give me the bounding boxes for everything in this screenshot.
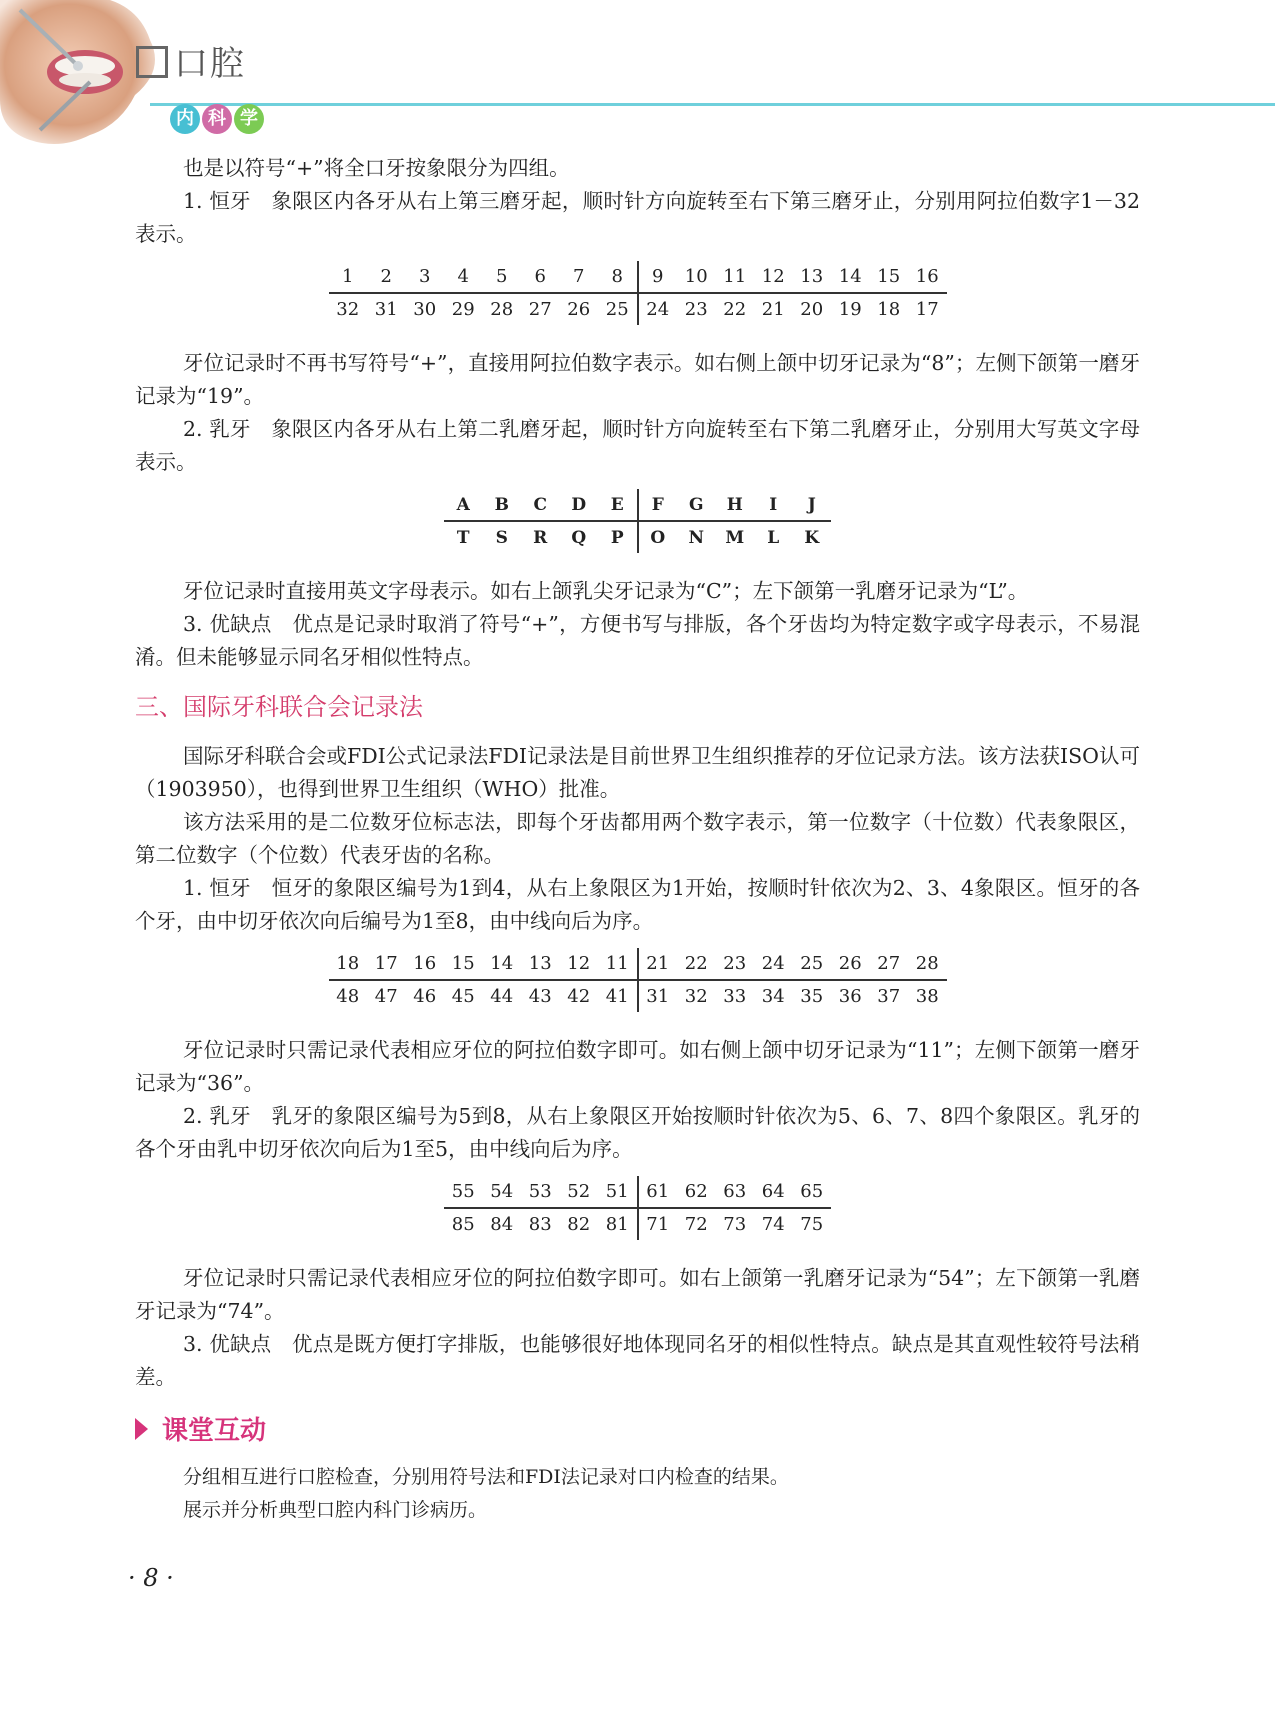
lower-row [329,293,947,325]
tooth-cell: 20 [800,299,824,320]
tooth-cell: K [804,527,820,548]
tooth-cell: L [767,527,780,548]
tooth-cell: 17 [915,299,939,320]
interaction-title: 课堂互动 [162,1416,267,1446]
tooth-cell: 54 [483,1176,522,1208]
tooth-cell: 52 [560,1176,599,1208]
tooth-cell: R [533,527,548,548]
tooth-cell: T [456,527,470,548]
tooth-cell: 71 [646,1214,670,1235]
tooth-cell: 34 [761,986,785,1007]
tooth-cell: 15 [870,261,909,293]
tooth-cell: B [483,489,522,521]
tooth-cell: 32 [684,986,708,1007]
subtitle-chip: 学 [234,104,264,134]
tooth-cell: E [598,489,638,521]
tooth-cell: M [725,527,745,548]
tooth-cell: 30 [413,299,437,320]
tooth-cell: 22 [723,299,747,320]
tooth-cell: 3 [406,261,445,293]
lower-row [329,980,947,1012]
tooth-cell: 5 [483,261,522,293]
tooth-cell: 26 [831,948,870,980]
tooth-cell: N [688,527,705,548]
tooth-cell: 28 [490,299,514,320]
tooth-cell: 73 [723,1214,747,1235]
paragraph: 1. 恒牙 象限区内各牙从右上第三磨牙起，顺时针方向旋转至右下第三磨牙止，分别用阿拉伯数字1－32表示。 [135,189,1140,246]
tooth-cell: 24 [646,299,670,320]
tooth-cell: 31 [646,986,670,1007]
paragraph: 3. 优缺点 优点是既方便打字排版，也能够很好地体现同名牙的相似性特点。缺点是其直观性较符号法稍差。 [135,1332,1140,1389]
tooth-cell: 55 [444,1176,483,1208]
tooth-cell: I [754,489,793,521]
tooth-cell: 14 [831,261,870,293]
book-title: 口腔 [136,36,246,85]
tooth-cell: 27 [870,948,909,980]
tooth-cell: 17 [367,948,406,980]
paragraph: 牙位记录时直接用英文字母表示。如右上颌乳尖牙记录为“C”；左下颌第一乳磨牙记录为“L”。 [183,579,1029,603]
classroom-interaction-heading [135,1410,1140,1447]
lower-row [444,521,831,553]
tooth-cell: 18 [877,299,901,320]
tooth-cell: 18 [329,948,368,980]
tooth-cell: 74 [761,1214,785,1235]
tooth-cell: 35 [800,986,824,1007]
tooth-cell: 13 [521,948,560,980]
tooth-cell: 62 [677,1176,716,1208]
tooth-cell: 51 [598,1176,638,1208]
tooth-cell: 47 [374,986,398,1007]
activity-line: 分组相互进行口腔检查，分别用符号法和FDI法记录对口内检查的结果。 [183,1466,789,1488]
tooth-cell: 25 [598,293,638,325]
lower-row [444,1208,831,1240]
tooth-cell: 82 [567,1214,591,1235]
tooth-cell: 29 [451,299,475,320]
paragraph: 牙位记录时只需记录代表相应牙位的阿拉伯数字即可。如右上颌第一乳磨牙记录为“54”；左下颌第一乳磨牙记录为“74”。 [135,1266,1140,1323]
tooth-cell: 10 [677,261,716,293]
tooth-cell: 65 [793,1176,832,1208]
tooth-cell: H [716,489,755,521]
tooth-cell: 63 [716,1176,755,1208]
tooth-cell: 32 [336,299,360,320]
tooth-cell: 1 [329,261,368,293]
header-rule [150,103,1275,106]
tooth-cell: O [650,527,666,548]
tooth-cell: 41 [598,980,638,1012]
tooth-cell: S [495,527,508,548]
page-number: · 8 · [128,1564,174,1592]
tooth-cell: 43 [528,986,552,1007]
tooth-cell: 19 [838,299,862,320]
subtitle-chip: 内 [170,104,200,134]
paragraph: 2. 乳牙 象限区内各牙从右上第二乳磨牙起，顺时针方向旋转至右下第二乳磨牙止，分别用大写英文字母表示。 [135,417,1140,474]
tooth-cell: 53 [521,1176,560,1208]
tooth-cell: 28 [908,948,947,980]
subtitle-chips [170,104,264,134]
tooth-cell: D [560,489,599,521]
tooth-cell: 21 [761,299,785,320]
tooth-cell: 37 [877,986,901,1007]
tooth-cell: 61 [638,1176,678,1208]
tooth-cell: 64 [754,1176,793,1208]
tooth-cell: 75 [800,1214,824,1235]
upper-row [329,261,947,293]
tooth-cell: 21 [638,948,678,980]
tooth-cell: 14 [483,948,522,980]
tooth-cell: 9 [638,261,678,293]
tooth-cell: P [598,521,638,553]
tooth-cell: 25 [793,948,832,980]
paragraph: 2. 乳牙 乳牙的象限区编号为5到8，从右上象限区开始按顺时针依次为5、6、7、8四个象限区。乳牙的各个牙由乳中切牙依次向后为1至5，由中线向后为序。 [135,1104,1140,1161]
section-heading: 三、国际牙科联合会记录法 [135,693,423,721]
tooth-cell: 48 [336,986,360,1007]
tooth-cell: 12 [754,261,793,293]
tooth-cell: 6 [521,261,560,293]
tooth-cell: 72 [684,1214,708,1235]
subtitle-chip: 科 [202,104,232,134]
tooth-cell: 42 [567,986,591,1007]
page-content [135,152,1140,1527]
tooth-cell: C [521,489,560,521]
tooth-cell: 11 [716,261,755,293]
tooth-cell: 85 [451,1214,475,1235]
paragraph: 也是以符号“+”将全口牙按象限分为四组。 [183,156,570,180]
primary-teeth-letter-table [444,489,831,553]
tooth-cell: 13 [793,261,832,293]
fdi-permanent-teeth-table [329,948,947,1012]
tooth-cell: 12 [560,948,599,980]
tooth-cell: F [638,489,678,521]
tooth-cell: 33 [723,986,747,1007]
paragraph: 牙位记录时只需记录代表相应牙位的阿拉伯数字即可。如右侧上颌中切牙记录为“11”；左侧下颌第一磨牙记录为“36”。 [135,1038,1140,1095]
tooth-cell: A [444,489,483,521]
tooth-cell: 45 [451,986,475,1007]
paragraph: 国际牙科联合会或FDI公式记录法FDI记录法是目前世界卫生组织推荐的牙位记录方法。该方法获ISO认可（1903950），也得到世界卫生组织（WHO）批准。 [135,744,1140,801]
tooth-cell: 8 [598,261,638,293]
triangle-bullet-icon [135,1418,148,1440]
tooth-cell: 4 [444,261,483,293]
tooth-cell: 2 [367,261,406,293]
upper-row [329,948,947,980]
tooth-cell: 23 [684,299,708,320]
tooth-cell: 16 [908,261,947,293]
tooth-cell: 83 [528,1214,552,1235]
upper-row [444,1176,831,1208]
permanent-teeth-number-table [329,261,947,325]
fdi-primary-teeth-table [444,1176,831,1240]
paragraph: 该方法采用的是二位数牙位标志法，即每个牙齿都用两个数字表示，第一位数字（十位数）代表象限区，第二位数字（个位数）代表牙齿的名称。 [135,810,1140,867]
tooth-cell: 31 [374,299,398,320]
tooth-cell: 44 [490,986,514,1007]
tooth-cell: 46 [413,986,437,1007]
tooth-cell: Q [571,527,587,548]
activity-line: 展示并分析典型口腔内科门诊病历。 [183,1499,488,1521]
upper-row [444,489,831,521]
tooth-cell: 7 [560,261,599,293]
tooth-cell: 38 [915,986,939,1007]
title-square-icon [136,46,168,78]
page-header [0,0,1275,150]
tooth-cell: 16 [406,948,445,980]
tooth-cell: 15 [444,948,483,980]
tooth-cell: J [793,489,832,521]
tooth-cell: 27 [528,299,552,320]
tooth-cell: 36 [838,986,862,1007]
tooth-cell: G [677,489,716,521]
tooth-cell: 26 [567,299,591,320]
tooth-cell: 23 [716,948,755,980]
tooth-cell: 11 [598,948,638,980]
paragraph: 1. 恒牙 恒牙的象限区编号为1到4，从右上象限区为1开始，按顺时针依次为2、3、4象限区。恒牙的各个牙，由中切牙依次向后编号为1至8，由中线向后为序。 [135,876,1140,933]
paragraph: 牙位记录时不再书写符号“+”，直接用阿拉伯数字表示。如右侧上颌中切牙记录为“8”；左侧下颌第一磨牙记录为“19”。 [135,351,1140,408]
tooth-cell: 22 [677,948,716,980]
tooth-cell: 81 [598,1208,638,1240]
tooth-cell: 24 [754,948,793,980]
paragraph: 3. 优缺点 优点是记录时取消了符号“+”，方便书写与排版，各个牙齿均为特定数字或字母表示，不易混淆。但未能够显示同名牙相似性特点。 [135,612,1140,669]
tooth-cell: 84 [490,1214,514,1235]
